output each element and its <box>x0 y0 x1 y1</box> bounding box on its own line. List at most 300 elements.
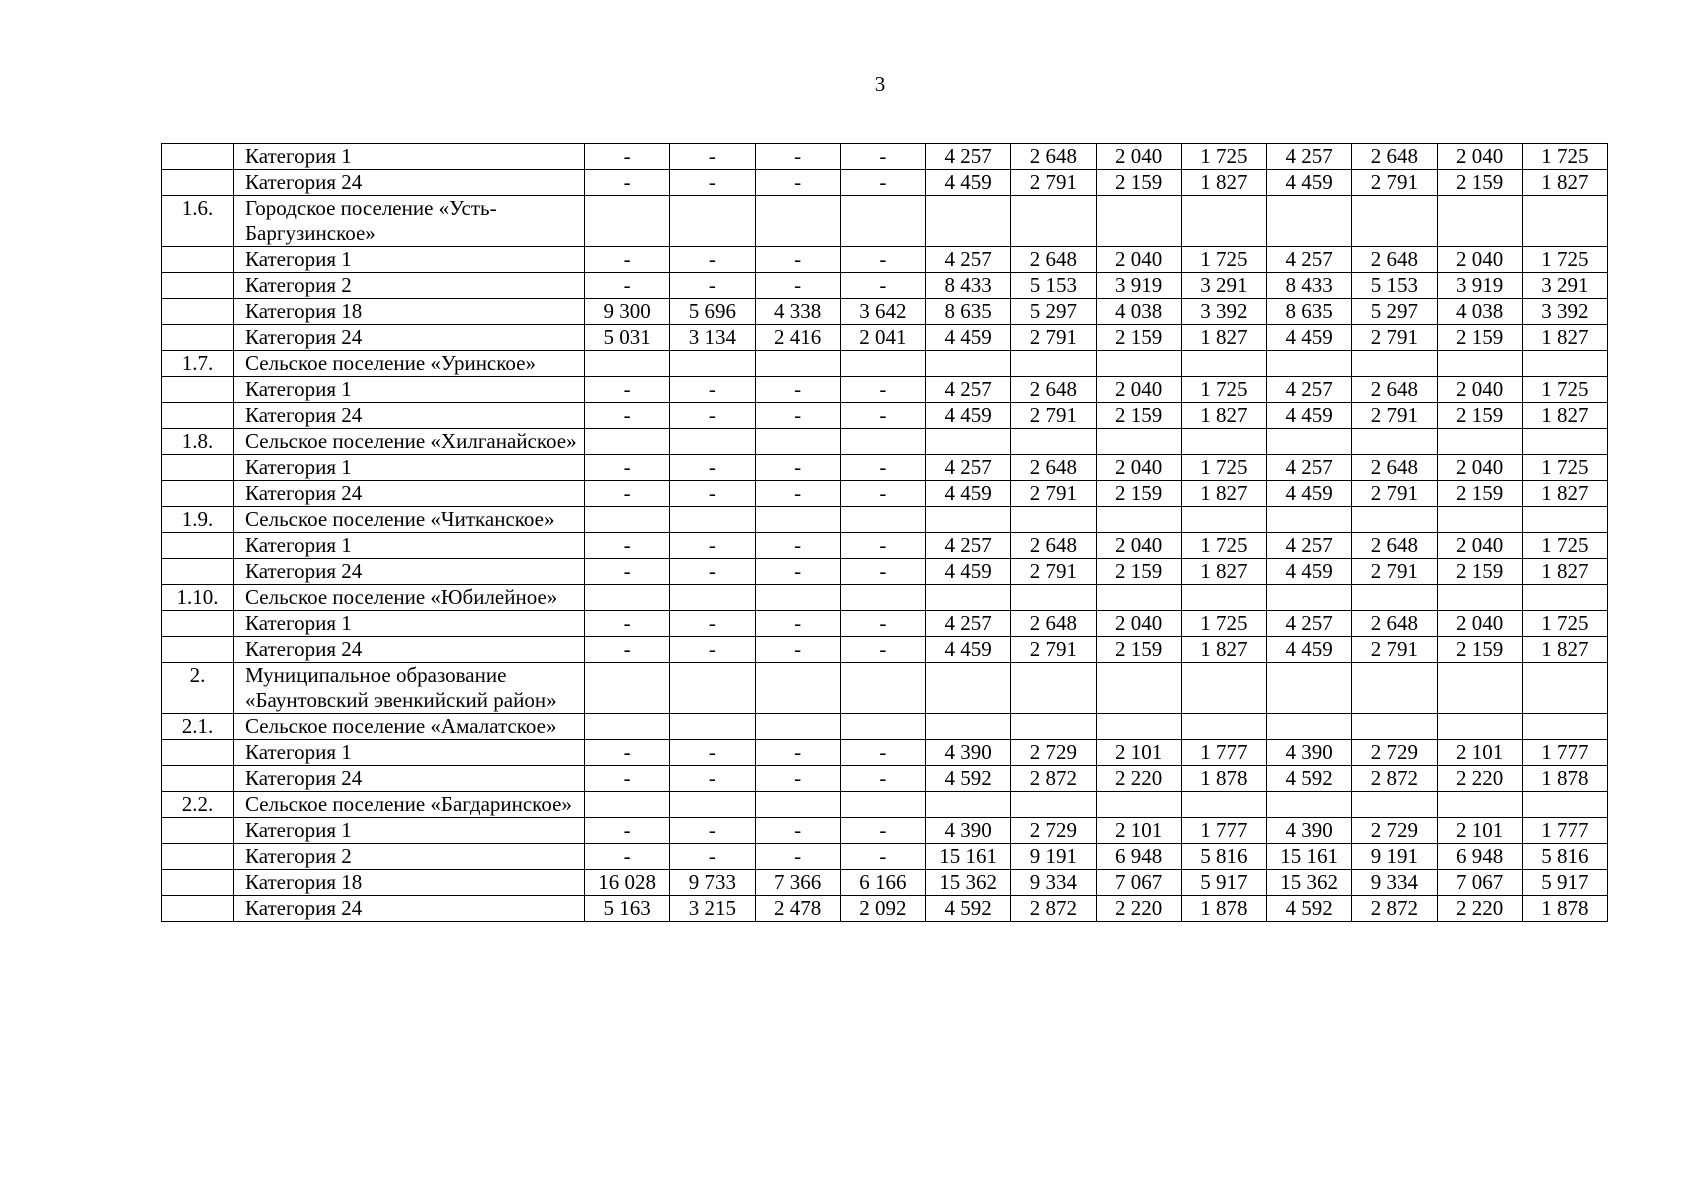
value-cell: 5 696 <box>670 299 755 325</box>
value-cell: 1 827 <box>1522 637 1607 663</box>
value-cell: - <box>755 766 840 792</box>
value-cell <box>755 196 840 247</box>
value-cell: 5 917 <box>1522 870 1607 896</box>
value-cell <box>1352 196 1437 247</box>
value-cell: - <box>840 455 925 481</box>
row-name-cell: Категория 24 <box>234 481 585 507</box>
value-cell: 2 648 <box>1352 247 1437 273</box>
table-body <box>162 144 1608 922</box>
value-cell <box>840 792 925 818</box>
value-cell: 2 648 <box>1352 611 1437 637</box>
table-row <box>162 299 1608 325</box>
value-cell: - <box>670 533 755 559</box>
row-name-cell: Категория 1 <box>234 818 585 844</box>
value-cell: - <box>585 247 670 273</box>
value-cell: 1 725 <box>1181 144 1266 170</box>
value-cell: 2 648 <box>1011 144 1096 170</box>
value-cell: - <box>585 844 670 870</box>
value-cell <box>670 429 755 455</box>
value-cell: 2 791 <box>1011 325 1096 351</box>
value-cell: - <box>670 403 755 429</box>
value-cell <box>585 429 670 455</box>
value-cell <box>1011 196 1096 247</box>
value-cell: 6 948 <box>1437 844 1522 870</box>
row-name-cell: Категория 24 <box>234 559 585 585</box>
value-cell: 3 642 <box>840 299 925 325</box>
value-cell: - <box>755 533 840 559</box>
row-name-cell: Сельское поселение «Амалатское» <box>234 714 585 740</box>
value-cell: - <box>585 611 670 637</box>
value-cell <box>670 351 755 377</box>
value-cell: 2 101 <box>1096 740 1181 766</box>
value-cell <box>926 792 1011 818</box>
value-cell: - <box>755 247 840 273</box>
value-cell: - <box>670 844 755 870</box>
value-cell: - <box>840 273 925 299</box>
value-cell: - <box>840 559 925 585</box>
value-cell: - <box>840 481 925 507</box>
value-cell <box>1096 351 1181 377</box>
value-cell <box>1352 429 1437 455</box>
value-cell: 3 919 <box>1437 273 1522 299</box>
value-cell: - <box>840 611 925 637</box>
value-cell: 2 159 <box>1437 481 1522 507</box>
value-cell <box>1437 507 1522 533</box>
row-number-cell <box>162 481 234 507</box>
row-name-cell: Категория 2 <box>234 273 585 299</box>
value-cell: 2 159 <box>1437 403 1522 429</box>
row-name-cell: Категория 24 <box>234 896 585 922</box>
value-cell: 2 040 <box>1096 455 1181 481</box>
value-cell: - <box>840 247 925 273</box>
value-cell: - <box>755 637 840 663</box>
value-cell: 2 648 <box>1352 144 1437 170</box>
value-cell <box>585 351 670 377</box>
value-cell <box>1437 663 1522 714</box>
value-cell: 2 791 <box>1352 559 1437 585</box>
value-cell: 9 334 <box>1011 870 1096 896</box>
value-cell: 2 040 <box>1096 533 1181 559</box>
value-cell: 4 257 <box>1267 144 1352 170</box>
value-cell: 1 725 <box>1181 611 1266 637</box>
value-cell: 2 478 <box>755 896 840 922</box>
row-number-cell <box>162 403 234 429</box>
row-name-cell: Категория 24 <box>234 170 585 196</box>
row-name-cell: Категория 1 <box>234 144 585 170</box>
row-number-cell: 2.2. <box>162 792 234 818</box>
row-number-cell: 1.7. <box>162 351 234 377</box>
row-name-cell: Городское поселение «Усть-Баргузинское» <box>234 196 585 247</box>
value-cell: 2 791 <box>1352 170 1437 196</box>
value-cell: 2 648 <box>1011 533 1096 559</box>
value-cell: 5 917 <box>1181 870 1266 896</box>
value-cell: 2 648 <box>1011 377 1096 403</box>
value-cell: - <box>585 740 670 766</box>
value-cell <box>1096 196 1181 247</box>
row-name-cell: Категория 24 <box>234 766 585 792</box>
value-cell: - <box>755 170 840 196</box>
row-number-cell: 1.10. <box>162 585 234 611</box>
value-cell: 3 919 <box>1096 273 1181 299</box>
value-cell: - <box>840 170 925 196</box>
value-cell <box>1267 429 1352 455</box>
value-cell: 3 392 <box>1522 299 1607 325</box>
row-number-cell <box>162 299 234 325</box>
value-cell: 5 816 <box>1181 844 1266 870</box>
value-cell: - <box>585 766 670 792</box>
value-cell: 7 067 <box>1096 870 1181 896</box>
value-cell: 1 827 <box>1181 481 1266 507</box>
value-cell: 6 166 <box>840 870 925 896</box>
value-cell: 7 366 <box>755 870 840 896</box>
value-cell <box>1181 714 1266 740</box>
value-cell <box>1267 792 1352 818</box>
value-cell: 4 459 <box>1267 170 1352 196</box>
value-cell: 4 257 <box>1267 533 1352 559</box>
value-cell: 2 791 <box>1011 481 1096 507</box>
row-name-cell: Категория 24 <box>234 403 585 429</box>
value-cell: 1 878 <box>1181 896 1266 922</box>
value-cell <box>755 663 840 714</box>
value-cell <box>1181 196 1266 247</box>
value-cell: - <box>755 844 840 870</box>
row-name-cell: Сельское поселение «Багдаринское» <box>234 792 585 818</box>
table-row <box>162 273 1608 299</box>
row-name-cell: Сельское поселение «Юбилейное» <box>234 585 585 611</box>
value-cell <box>585 507 670 533</box>
value-cell: 4 038 <box>1096 299 1181 325</box>
value-cell: 1 827 <box>1522 559 1607 585</box>
value-cell: 2 040 <box>1437 247 1522 273</box>
value-cell: 2 101 <box>1437 818 1522 844</box>
value-cell: 2 159 <box>1096 481 1181 507</box>
value-cell: 3 392 <box>1181 299 1266 325</box>
table-row <box>162 740 1608 766</box>
value-cell: 4 459 <box>1267 325 1352 351</box>
value-cell <box>755 351 840 377</box>
value-cell: 4 459 <box>926 481 1011 507</box>
value-cell: - <box>670 559 755 585</box>
value-cell <box>1096 792 1181 818</box>
row-name-cell: Муниципальное образование «Баунтовский эвенкийский район» <box>234 663 585 714</box>
value-cell <box>1011 585 1096 611</box>
value-cell: - <box>755 273 840 299</box>
value-cell: 2 159 <box>1437 559 1522 585</box>
table-row <box>162 714 1608 740</box>
row-number-cell <box>162 559 234 585</box>
value-cell: 2 159 <box>1437 325 1522 351</box>
value-cell <box>585 792 670 818</box>
value-cell: 2 040 <box>1437 377 1522 403</box>
row-number-cell <box>162 611 234 637</box>
value-cell: 4 257 <box>1267 247 1352 273</box>
value-cell <box>670 196 755 247</box>
value-cell <box>670 507 755 533</box>
value-cell <box>1522 714 1607 740</box>
value-cell <box>1522 351 1607 377</box>
value-cell <box>585 196 670 247</box>
row-name-cell: Категория 1 <box>234 740 585 766</box>
value-cell: - <box>840 844 925 870</box>
value-cell <box>1352 663 1437 714</box>
value-cell: 2 040 <box>1437 533 1522 559</box>
value-cell <box>840 714 925 740</box>
value-cell: 2 220 <box>1437 896 1522 922</box>
value-cell <box>1181 585 1266 611</box>
value-cell <box>1181 792 1266 818</box>
value-cell: 4 592 <box>1267 766 1352 792</box>
value-cell: 9 334 <box>1352 870 1437 896</box>
value-cell: 1 777 <box>1522 818 1607 844</box>
value-cell: 2 159 <box>1096 403 1181 429</box>
value-cell: - <box>670 170 755 196</box>
value-cell: 1 827 <box>1181 403 1266 429</box>
table-row <box>162 351 1608 377</box>
value-cell: 15 161 <box>926 844 1011 870</box>
value-cell: 2 791 <box>1011 637 1096 663</box>
value-cell: 15 161 <box>1267 844 1352 870</box>
value-cell <box>1096 507 1181 533</box>
value-cell <box>1267 351 1352 377</box>
value-cell: 8 635 <box>1267 299 1352 325</box>
value-cell: - <box>670 481 755 507</box>
value-cell: 2 872 <box>1352 896 1437 922</box>
page-number: 3 <box>874 72 886 96</box>
value-cell: 1 725 <box>1522 247 1607 273</box>
value-cell <box>1096 663 1181 714</box>
value-cell: 3 291 <box>1522 273 1607 299</box>
value-cell: 4 459 <box>1267 481 1352 507</box>
value-cell: - <box>585 273 670 299</box>
value-cell: 4 257 <box>926 455 1011 481</box>
value-cell: 2 416 <box>755 325 840 351</box>
value-cell: - <box>670 637 755 663</box>
value-cell: 2 648 <box>1011 247 1096 273</box>
value-cell: 2 791 <box>1011 403 1096 429</box>
row-name-cell: Категория 1 <box>234 455 585 481</box>
value-cell: 8 433 <box>926 273 1011 299</box>
row-name-cell: Категория 1 <box>234 611 585 637</box>
value-cell: 2 040 <box>1437 611 1522 637</box>
table-row <box>162 559 1608 585</box>
value-cell: 4 390 <box>926 740 1011 766</box>
row-number-cell <box>162 144 234 170</box>
value-cell <box>840 351 925 377</box>
value-cell: 4 459 <box>926 637 1011 663</box>
value-cell <box>755 507 840 533</box>
value-cell <box>1096 429 1181 455</box>
value-cell <box>1352 507 1437 533</box>
table-row <box>162 637 1608 663</box>
value-cell: - <box>670 740 755 766</box>
value-cell <box>1352 714 1437 740</box>
row-name-cell: Категория 2 <box>234 844 585 870</box>
value-cell: - <box>840 403 925 429</box>
row-number-cell <box>162 844 234 870</box>
value-cell: 1 878 <box>1522 766 1607 792</box>
table-row <box>162 611 1608 637</box>
value-cell: 1 725 <box>1522 455 1607 481</box>
table-row <box>162 766 1608 792</box>
value-cell: 4 338 <box>755 299 840 325</box>
value-cell: 3 134 <box>670 325 755 351</box>
row-number-cell <box>162 818 234 844</box>
value-cell <box>1096 585 1181 611</box>
value-cell: 1 827 <box>1522 325 1607 351</box>
value-cell: - <box>840 144 925 170</box>
value-cell: 4 257 <box>926 247 1011 273</box>
value-cell: 5 816 <box>1522 844 1607 870</box>
value-cell <box>1437 429 1522 455</box>
value-cell: 2 159 <box>1437 170 1522 196</box>
value-cell <box>1011 714 1096 740</box>
value-cell <box>1437 792 1522 818</box>
value-cell: 4 459 <box>1267 559 1352 585</box>
value-cell <box>1181 429 1266 455</box>
value-cell: 2 040 <box>1437 455 1522 481</box>
value-cell <box>755 714 840 740</box>
value-cell <box>1181 351 1266 377</box>
value-cell: 1 827 <box>1522 481 1607 507</box>
value-cell <box>926 714 1011 740</box>
value-cell <box>926 507 1011 533</box>
value-cell <box>755 429 840 455</box>
value-cell <box>1437 714 1522 740</box>
value-cell: - <box>585 403 670 429</box>
value-cell: - <box>670 818 755 844</box>
value-cell: - <box>755 818 840 844</box>
value-cell: - <box>585 559 670 585</box>
value-cell: 1 777 <box>1181 818 1266 844</box>
value-cell <box>1011 507 1096 533</box>
value-cell: 2 159 <box>1096 325 1181 351</box>
row-number-cell <box>162 273 234 299</box>
value-cell: 5 297 <box>1352 299 1437 325</box>
value-cell: 2 220 <box>1096 766 1181 792</box>
value-cell <box>755 585 840 611</box>
value-cell <box>670 714 755 740</box>
value-cell: 4 257 <box>926 611 1011 637</box>
value-cell: 2 040 <box>1096 611 1181 637</box>
value-cell: 2 040 <box>1096 377 1181 403</box>
value-cell <box>926 351 1011 377</box>
table-row <box>162 325 1608 351</box>
value-cell: 2 648 <box>1011 455 1096 481</box>
row-name-cell: Сельское поселение «Уринское» <box>234 351 585 377</box>
table-row <box>162 247 1608 273</box>
value-cell: - <box>670 611 755 637</box>
row-name-cell: Категория 24 <box>234 637 585 663</box>
value-cell: 4 459 <box>926 170 1011 196</box>
value-cell: 3 215 <box>670 896 755 922</box>
value-cell <box>670 585 755 611</box>
value-cell: 2 220 <box>1437 766 1522 792</box>
value-cell: 4 592 <box>926 766 1011 792</box>
value-cell: - <box>585 818 670 844</box>
value-cell: 1 725 <box>1522 377 1607 403</box>
value-cell: 4 257 <box>1267 611 1352 637</box>
value-cell <box>1522 507 1607 533</box>
value-cell: 4 257 <box>926 144 1011 170</box>
value-cell: - <box>755 403 840 429</box>
value-cell: 15 362 <box>1267 870 1352 896</box>
row-name-cell: Категория 1 <box>234 247 585 273</box>
row-number-cell <box>162 870 234 896</box>
value-cell <box>1522 585 1607 611</box>
value-cell: 1 725 <box>1522 611 1607 637</box>
value-cell <box>670 792 755 818</box>
value-cell <box>840 507 925 533</box>
value-cell: - <box>840 818 925 844</box>
value-cell <box>840 429 925 455</box>
table-row <box>162 170 1608 196</box>
row-name-cell: Категория 1 <box>234 533 585 559</box>
value-cell: 8 433 <box>1267 273 1352 299</box>
value-cell: 9 300 <box>585 299 670 325</box>
value-cell: - <box>585 377 670 403</box>
value-cell: 4 390 <box>926 818 1011 844</box>
value-cell: 5 153 <box>1011 273 1096 299</box>
row-number-cell <box>162 766 234 792</box>
value-cell <box>1522 792 1607 818</box>
row-number-cell <box>162 533 234 559</box>
row-number-cell <box>162 325 234 351</box>
row-number-cell <box>162 455 234 481</box>
value-cell: 1 777 <box>1522 740 1607 766</box>
row-name-cell: Сельское поселение «Хилганайское» <box>234 429 585 455</box>
value-cell: 1 827 <box>1181 637 1266 663</box>
value-cell: 1 725 <box>1181 533 1266 559</box>
value-cell <box>1267 585 1352 611</box>
value-cell: 1 827 <box>1181 325 1266 351</box>
value-cell: - <box>585 481 670 507</box>
value-cell: 5 297 <box>1011 299 1096 325</box>
value-cell <box>840 585 925 611</box>
value-cell <box>1267 663 1352 714</box>
row-number-cell <box>162 637 234 663</box>
table-row <box>162 455 1608 481</box>
row-name-cell: Категория 1 <box>234 377 585 403</box>
value-cell: 1 725 <box>1522 533 1607 559</box>
value-cell: - <box>670 144 755 170</box>
value-cell: 2 159 <box>1096 559 1181 585</box>
value-cell <box>670 663 755 714</box>
value-cell: 4 592 <box>926 896 1011 922</box>
value-cell: 4 459 <box>926 403 1011 429</box>
value-cell: 9 191 <box>1352 844 1437 870</box>
table-row <box>162 377 1608 403</box>
row-number-cell: 1.6. <box>162 196 234 247</box>
value-cell <box>1267 714 1352 740</box>
row-number-cell <box>162 247 234 273</box>
value-cell <box>1352 351 1437 377</box>
value-cell: - <box>585 455 670 481</box>
value-cell: - <box>840 637 925 663</box>
value-cell: 1 878 <box>1522 896 1607 922</box>
table-row <box>162 870 1608 896</box>
value-cell: 4 459 <box>1267 403 1352 429</box>
value-cell: - <box>670 455 755 481</box>
row-name-cell: Категория 24 <box>234 325 585 351</box>
value-cell <box>840 196 925 247</box>
value-cell: 4 459 <box>926 559 1011 585</box>
value-cell: - <box>585 637 670 663</box>
value-cell <box>585 714 670 740</box>
value-cell <box>926 585 1011 611</box>
value-cell: - <box>670 377 755 403</box>
value-cell <box>1352 792 1437 818</box>
value-cell <box>1011 429 1096 455</box>
